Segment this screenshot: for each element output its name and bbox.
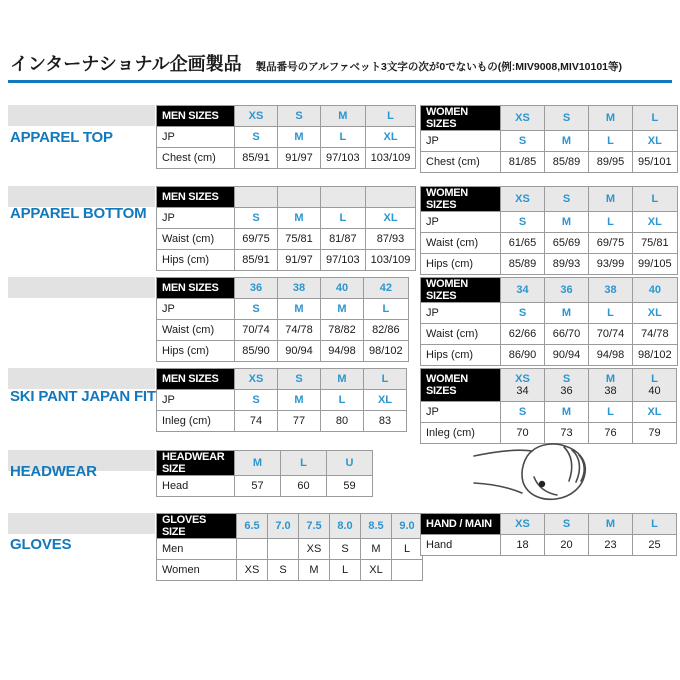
value-cell: 90/94 [545, 345, 589, 366]
value-cell: 60 [281, 476, 327, 497]
value-cell: XL [364, 390, 407, 411]
value-cell: 85/89 [501, 254, 545, 275]
value-cell: S [501, 131, 545, 152]
row-label-cell: Waist (cm) [421, 233, 501, 254]
size-header-cell: 38 [589, 278, 633, 303]
ski-pant-men-table [156, 368, 407, 432]
value-cell: 97/103 [321, 148, 366, 169]
value-cell: 59 [327, 476, 373, 497]
value-cell: S [235, 390, 278, 411]
value-cell: 97/103 [321, 250, 366, 271]
size-header-cell: L [633, 106, 678, 131]
value-cell [268, 539, 299, 560]
value-cell: 73 [545, 423, 589, 444]
table-title-cell: GLOVES SIZE [157, 514, 237, 539]
value-cell: S [235, 299, 278, 320]
value-cell: 94/98 [589, 345, 633, 366]
size-header-cell: 42 [364, 278, 409, 299]
row-label-cell: Chest (cm) [421, 152, 501, 173]
value-cell: 75/81 [278, 229, 321, 250]
size-header-cell: M [235, 451, 281, 476]
value-cell: XL [633, 402, 677, 423]
size-header-cell: L 40 [633, 369, 677, 402]
value-cell: M [545, 212, 589, 233]
size-header-cell: 36 [545, 278, 589, 303]
value-cell: L [589, 212, 633, 233]
size-header-cell [278, 187, 321, 208]
value-cell: 70 [501, 423, 545, 444]
table-title-cell: WOMEN SIZES [421, 278, 501, 303]
value-cell: XS [299, 539, 330, 560]
value-cell: XL [365, 127, 416, 148]
row-label-cell: Head [157, 476, 235, 497]
row-label-cell: Hips (cm) [421, 254, 501, 275]
value-cell: S [235, 208, 278, 229]
size-header-cell: 6.5 [237, 514, 268, 539]
section-label-gloves: GLOVES [10, 536, 72, 553]
value-cell: 91/97 [278, 148, 321, 169]
size-header-cell: L [364, 369, 407, 390]
value-cell: 65/69 [545, 233, 589, 254]
value-cell: 61/65 [501, 233, 545, 254]
value-cell: S [501, 303, 545, 324]
value-cell: 98/102 [633, 345, 678, 366]
value-cell: M [299, 560, 330, 581]
table-title-cell: WOMEN SIZES [421, 106, 501, 131]
value-cell: 98/102 [364, 341, 409, 362]
value-cell: 76 [589, 423, 633, 444]
size-header-cell: L [633, 514, 677, 535]
value-cell: XS [237, 560, 268, 581]
size-header-cell: M [589, 514, 633, 535]
headwear-table [156, 450, 373, 497]
section-label-apparel-top: APPAREL TOP [10, 129, 113, 146]
size-header-cell: XS 34 [501, 369, 545, 402]
size-header-cell: L [281, 451, 327, 476]
row-label-cell: JP [157, 299, 235, 320]
size-header-cell: S [545, 106, 589, 131]
row-label-cell: JP [157, 208, 235, 229]
row-label-cell: Waist (cm) [421, 324, 501, 345]
size-header-cell: M 38 [589, 369, 633, 402]
size-header-cell: S [545, 187, 589, 212]
row-label-cell: Hips (cm) [157, 250, 235, 271]
value-cell: 103/109 [365, 250, 416, 271]
value-cell: 74/78 [633, 324, 678, 345]
value-cell: 20 [545, 535, 589, 556]
section-label-headwear: HEADWEAR [10, 463, 97, 480]
size-header-cell [235, 187, 278, 208]
value-cell: M [278, 208, 321, 229]
value-cell: 81/87 [321, 229, 366, 250]
page-title: インターナショナル企画製品 [10, 54, 242, 74]
section-label-ski-pant-japan-fit: SKI PANT JAPAN FIT [10, 388, 156, 405]
size-header-cell: 8.5 [361, 514, 392, 539]
value-cell: 99/105 [633, 254, 678, 275]
value-cell: 74 [235, 411, 278, 432]
size-header-cell: 34 [501, 278, 545, 303]
value-cell: 94/98 [321, 341, 364, 362]
section-bar-apparel-top [8, 105, 155, 126]
row-label-cell: JP [421, 303, 501, 324]
size-header-cell: XS [501, 106, 545, 131]
table-title-cell: MEN SIZES [157, 187, 235, 208]
value-cell: XL [633, 212, 678, 233]
value-cell: L [321, 127, 366, 148]
row-label-cell: Chest (cm) [157, 148, 235, 169]
hand-main-table [420, 513, 677, 556]
table-title-cell: MEN SIZES [157, 106, 235, 127]
value-cell: XL [365, 208, 416, 229]
table-title-cell: WOMEN SIZES [421, 369, 501, 402]
value-cell: 103/109 [365, 148, 416, 169]
value-cell: M [278, 299, 321, 320]
row-label-cell: JP [157, 127, 235, 148]
value-cell: M [361, 539, 392, 560]
size-header-cell: U [327, 451, 373, 476]
table-title-cell: HEADWEAR SIZE [157, 451, 235, 476]
row-label-cell: JP [157, 390, 235, 411]
value-cell: L [589, 303, 633, 324]
value-cell: 85/89 [545, 152, 589, 173]
value-cell: 89/93 [545, 254, 589, 275]
row-label-cell: Inleg (cm) [421, 423, 501, 444]
value-cell: 93/99 [589, 254, 633, 275]
page-note: 製品番号のアルファベット3文字の次が0でないもの(例:MIV9008,MIV10101等) [255, 61, 623, 73]
size-header-cell: 7.0 [268, 514, 299, 539]
apparel-bottom-women-table-1 [420, 186, 678, 275]
size-header-cell: XS [501, 187, 545, 212]
value-cell: S [501, 402, 545, 423]
size-header-cell: 40 [633, 278, 678, 303]
value-cell: 69/75 [589, 233, 633, 254]
row-label-cell: Women [157, 560, 237, 581]
apparel-bottom-men-table-2 [156, 277, 409, 362]
value-cell: 89/95 [589, 152, 633, 173]
row-label-cell: Men [157, 539, 237, 560]
value-cell: 18 [501, 535, 545, 556]
value-cell: 78/82 [321, 320, 364, 341]
value-cell: L [321, 390, 364, 411]
size-header-cell: XS [235, 106, 278, 127]
size-header-cell: M [589, 106, 633, 131]
size-header-cell: 9.0 [392, 514, 423, 539]
hand-measurement-illustration [470, 436, 610, 511]
row-label-cell: JP [421, 212, 501, 233]
row-label-cell: Inleg (cm) [157, 411, 235, 432]
section-bar-apparel-bottom-2 [8, 277, 155, 298]
value-cell: 86/90 [501, 345, 545, 366]
row-label-cell: Hips (cm) [421, 345, 501, 366]
size-header-cell: M [321, 369, 364, 390]
value-cell: M [321, 299, 364, 320]
value-cell: L [330, 560, 361, 581]
value-cell: 70/74 [589, 324, 633, 345]
value-cell: 95/101 [633, 152, 678, 173]
value-cell: 80 [321, 411, 364, 432]
value-cell: L [392, 539, 423, 560]
value-cell: 69/75 [235, 229, 278, 250]
apparel-top-women-table [420, 105, 678, 173]
gloves-table [156, 513, 423, 581]
value-cell: 85/91 [235, 148, 278, 169]
value-cell: L [589, 131, 633, 152]
row-label-cell: JP [421, 402, 501, 423]
value-cell: S [235, 127, 278, 148]
table-title-cell: HAND / MAIN [421, 514, 501, 535]
value-cell: 83 [364, 411, 407, 432]
value-cell: 87/93 [365, 229, 416, 250]
value-cell: 70/74 [235, 320, 278, 341]
size-header-cell: M [589, 187, 633, 212]
row-label-cell: JP [421, 131, 501, 152]
apparel-top-men-table [156, 105, 416, 169]
value-cell: M [278, 127, 321, 148]
value-cell: 90/94 [278, 341, 321, 362]
value-cell: 77 [278, 411, 321, 432]
value-cell: M [545, 402, 589, 423]
size-header-cell: XS [235, 369, 278, 390]
value-cell: 85/91 [235, 250, 278, 271]
size-header-cell: S [545, 514, 589, 535]
value-cell: M [278, 390, 321, 411]
size-header-cell [365, 187, 416, 208]
value-cell: L [321, 208, 366, 229]
size-header-cell: XS [501, 514, 545, 535]
size-header-cell: 36 [235, 278, 278, 299]
apparel-bottom-women-table-2 [420, 277, 678, 366]
size-header-cell: 40 [321, 278, 364, 299]
value-cell [392, 560, 423, 581]
value-cell: 57 [235, 476, 281, 497]
value-cell: 23 [589, 535, 633, 556]
value-cell [237, 539, 268, 560]
size-header-cell: 7.5 [299, 514, 330, 539]
value-cell: S [501, 212, 545, 233]
value-cell: 66/70 [545, 324, 589, 345]
blue-divider [8, 80, 672, 83]
row-label-cell: Waist (cm) [157, 229, 235, 250]
value-cell: 82/86 [364, 320, 409, 341]
apparel-bottom-men-table-1 [156, 186, 416, 271]
title-bar [10, 50, 622, 76]
size-header-cell: S [278, 106, 321, 127]
value-cell: XL [633, 131, 678, 152]
size-header-cell: L [365, 106, 416, 127]
size-header-cell: 38 [278, 278, 321, 299]
size-header-cell: S [278, 369, 321, 390]
section-bar-apparel-bottom [8, 186, 155, 207]
value-cell: S [268, 560, 299, 581]
size-header-cell: M [321, 106, 366, 127]
value-cell: L [364, 299, 409, 320]
row-label-cell: Hand [421, 535, 501, 556]
value-cell: 81/85 [501, 152, 545, 173]
size-header-cell [321, 187, 366, 208]
value-cell: 85/90 [235, 341, 278, 362]
size-header-cell: S 36 [545, 369, 589, 402]
table-title-cell: MEN SIZES [157, 278, 235, 299]
row-label-cell: Hips (cm) [157, 341, 235, 362]
table-title-cell: MEN SIZES [157, 369, 235, 390]
value-cell: XL [361, 560, 392, 581]
section-label-apparel-bottom: APPAREL BOTTOM [10, 205, 147, 222]
value-cell: M [545, 303, 589, 324]
value-cell: S [330, 539, 361, 560]
value-cell: 25 [633, 535, 677, 556]
value-cell: M [545, 131, 589, 152]
section-bar-ski-pant [8, 368, 155, 389]
value-cell: 79 [633, 423, 677, 444]
value-cell: L [589, 402, 633, 423]
value-cell: 62/66 [501, 324, 545, 345]
ski-pant-women-table [420, 368, 677, 444]
row-label-cell: Waist (cm) [157, 320, 235, 341]
size-header-cell: L [633, 187, 678, 212]
section-bar-gloves [8, 513, 155, 534]
table-title-cell: WOMEN SIZES [421, 187, 501, 212]
value-cell: XL [633, 303, 678, 324]
size-header-cell: 8.0 [330, 514, 361, 539]
value-cell: 75/81 [633, 233, 678, 254]
value-cell: 74/78 [278, 320, 321, 341]
value-cell: 91/97 [278, 250, 321, 271]
